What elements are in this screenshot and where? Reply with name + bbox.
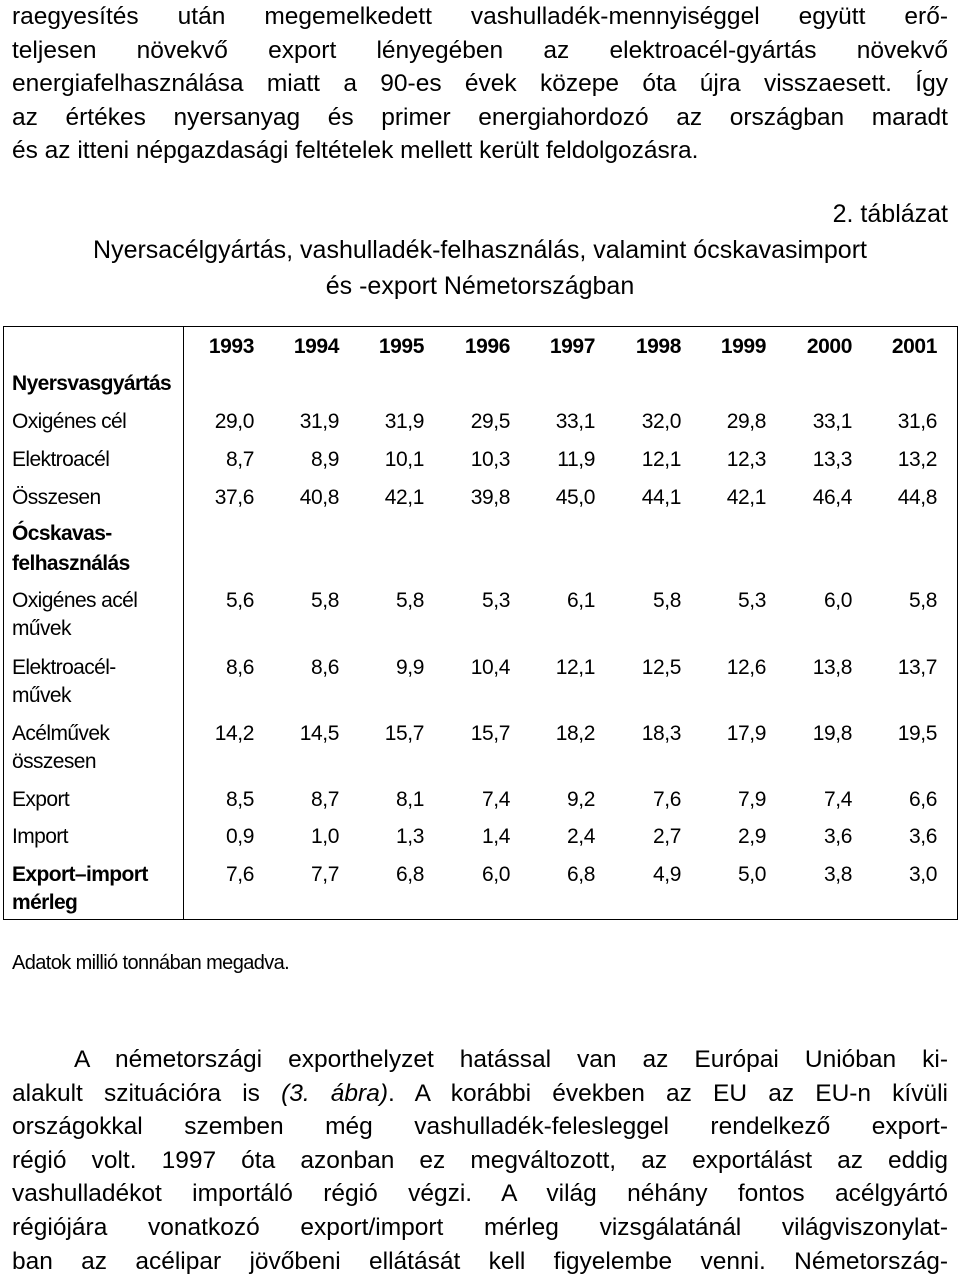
table-cell: 6,0 bbox=[482, 863, 510, 886]
table-cell: 12,6 bbox=[726, 656, 766, 679]
row-label-cont: művek bbox=[12, 617, 71, 640]
table-cell: 5,8 bbox=[653, 589, 681, 612]
row-label: Összesen bbox=[12, 486, 101, 509]
body-text: . A korábbi években az EU az EU-n kívüli bbox=[388, 1079, 949, 1107]
body-text: alakult szituációra is bbox=[12, 1079, 282, 1107]
year-header: 2000 bbox=[806, 335, 852, 358]
body-paragraph bbox=[12, 1043, 948, 1278]
table-cell: 5,6 bbox=[226, 589, 254, 612]
table-cell: 7,6 bbox=[226, 863, 254, 886]
table-cell: 33,1 bbox=[555, 410, 595, 433]
table-cell: 7,6 bbox=[653, 788, 681, 811]
table-cell: 2,9 bbox=[738, 825, 766, 848]
table-cell: 5,8 bbox=[311, 589, 339, 612]
table-cell: 5,0 bbox=[738, 863, 766, 886]
body-line: ban az acélipar jövőbeni ellátását kell figyelembe venni. Németország- bbox=[12, 1247, 948, 1275]
intro-line: és az itteni népgazdasági feltételek mellett került feldolgozásra. bbox=[12, 137, 699, 165]
table-cell: 7,4 bbox=[824, 788, 852, 811]
row-label: Oxigénes cél bbox=[12, 410, 127, 433]
intro-line: teljesen növekvő export lényegében az elektroacél-gyártás növekvő bbox=[12, 36, 948, 64]
table-cell: 15,7 bbox=[384, 722, 424, 745]
table-cell: 7,9 bbox=[738, 788, 766, 811]
table-cell: 8,7 bbox=[226, 448, 254, 471]
section-title-nyersvas: Nyersvasgyártás bbox=[12, 372, 172, 395]
table-cell: 13,8 bbox=[812, 656, 852, 679]
table-cell: 3,6 bbox=[909, 825, 937, 848]
table-cell: 46,4 bbox=[812, 486, 852, 509]
table-cell: 9,2 bbox=[567, 788, 595, 811]
table-cell: 42,1 bbox=[726, 486, 766, 509]
table-cell: 8,9 bbox=[311, 448, 339, 471]
table-cell: 13,3 bbox=[812, 448, 852, 471]
table-cell: 19,8 bbox=[812, 722, 852, 745]
table-cell: 11,9 bbox=[557, 448, 595, 471]
body-line: régiójára vonatkozó export/import mérleg vizsgálatánál világviszonylat- bbox=[12, 1213, 948, 1241]
table-cell: 33,1 bbox=[812, 410, 852, 433]
row-label: Acélművek bbox=[12, 722, 110, 745]
year-header: 1997 bbox=[549, 335, 595, 358]
table-cell: 9,9 bbox=[396, 656, 424, 679]
table-cell: 5,3 bbox=[482, 589, 510, 612]
table-cell: 6,6 bbox=[909, 788, 937, 811]
year-header: 1996 bbox=[464, 335, 510, 358]
year-header: 1994 bbox=[293, 335, 339, 358]
row-label: Oxigénes acél bbox=[12, 589, 138, 612]
year-header: 2001 bbox=[891, 335, 937, 358]
table-cell: 29,5 bbox=[470, 410, 510, 433]
year-header: 1998 bbox=[635, 335, 681, 358]
table-cell: 2,7 bbox=[653, 825, 681, 848]
row-label-cont: mérleg bbox=[12, 891, 78, 914]
table-cell: 44,1 bbox=[641, 486, 681, 509]
table-cell: 10,1 bbox=[384, 448, 424, 471]
table-cell: 8,1 bbox=[396, 788, 424, 811]
table-cell: 8,5 bbox=[226, 788, 254, 811]
table-cell: 6,8 bbox=[396, 863, 424, 886]
table-cell: 2,4 bbox=[567, 825, 595, 848]
table-cell: 44,8 bbox=[897, 486, 937, 509]
intro-line: raegyesítés után megemelkedett vashulladék-mennyiséggel együtt erő- bbox=[12, 3, 948, 30]
table-cell: 8,7 bbox=[311, 788, 339, 811]
table-cell: 1,0 bbox=[311, 825, 339, 848]
table-cell: 31,9 bbox=[299, 410, 339, 433]
table-title-line2: és -export Németországban bbox=[325, 272, 635, 300]
section-title-ocskavas-cont: felhasználás bbox=[12, 552, 130, 575]
table-cell: 7,4 bbox=[482, 788, 510, 811]
table-cell: 29,8 bbox=[726, 410, 766, 433]
body-line: vashulladékot importáló régió végzi. A világ néhány fontos acélgyártó bbox=[12, 1180, 948, 1208]
table-cell: 12,5 bbox=[641, 656, 681, 679]
table-cell: 12,1 bbox=[555, 656, 595, 679]
table-cell: 29,0 bbox=[214, 410, 254, 433]
table-cell: 5,3 bbox=[738, 589, 766, 612]
table-cell: 18,2 bbox=[555, 722, 595, 745]
body-line: országokkal szemben még vashulladék-felesleggel rendelkező export- bbox=[12, 1113, 948, 1141]
year-header: 1999 bbox=[720, 335, 766, 358]
table-cell: 5,8 bbox=[909, 589, 937, 612]
body-line bbox=[12, 1077, 948, 1111]
row-label: Export–import bbox=[12, 863, 148, 886]
table-cell: 45,0 bbox=[555, 486, 595, 509]
table-title-line1: Nyersacélgyártás, vashulladék-felhasználás, valamint ócskavasimport bbox=[93, 236, 867, 264]
intro-line: energiafelhasználása miatt a 90-es évek közepe óta újra visszaesett. Így bbox=[12, 70, 948, 98]
table-cell: 31,6 bbox=[897, 410, 937, 433]
figure-reference[interactable]: (3. ábra) bbox=[281, 1079, 388, 1107]
table-caption bbox=[0, 196, 948, 304]
row-label-cont: összesen bbox=[12, 750, 96, 773]
table-cell: 0,9 bbox=[226, 825, 254, 848]
row-label: Elektroacél bbox=[12, 448, 110, 471]
table-cell: 42,1 bbox=[384, 486, 424, 509]
table-cell: 12,1 bbox=[641, 448, 681, 471]
table-cell: 14,5 bbox=[299, 722, 339, 745]
table-cell: 12,3 bbox=[726, 448, 766, 471]
table-cell: 8,6 bbox=[226, 656, 254, 679]
table-cell: 6,1 bbox=[567, 589, 595, 612]
table-cell: 3,0 bbox=[909, 863, 937, 886]
table-cell: 32,0 bbox=[641, 410, 681, 433]
section-title-ocskavas: Ócskavas- bbox=[12, 522, 112, 545]
intro-paragraph bbox=[12, 0, 948, 168]
table-cell: 5,8 bbox=[396, 589, 424, 612]
table-cell: 40,8 bbox=[299, 486, 339, 509]
table-cell: 14,2 bbox=[214, 722, 254, 745]
table-cell: 3,8 bbox=[824, 863, 852, 886]
table-cell: 1,4 bbox=[482, 825, 510, 848]
table-cell: 17,9 bbox=[726, 722, 766, 745]
table-cell: 37,6 bbox=[214, 486, 254, 509]
table-cell: 3,6 bbox=[824, 825, 852, 848]
table-cell: 8,6 bbox=[311, 656, 339, 679]
row-label-cont: művek bbox=[12, 684, 71, 707]
table-cell: 6,8 bbox=[567, 863, 595, 886]
table-cell: 31,9 bbox=[384, 410, 424, 433]
table-cell: 10,4 bbox=[470, 656, 510, 679]
table-number: 2. táblázat bbox=[832, 200, 948, 228]
intro-line: az értékes nyersanyag és primer energiahordozó az országban maradt bbox=[12, 103, 948, 131]
year-header: 1995 bbox=[378, 335, 424, 358]
table-cell: 39,8 bbox=[470, 486, 510, 509]
table-cell: 4,9 bbox=[653, 863, 681, 886]
row-label: Import bbox=[12, 825, 68, 848]
table-footnote: Adatok millió tonnában megadva. bbox=[12, 952, 290, 974]
year-header: 1993 bbox=[208, 335, 254, 358]
body-line: régió volt. 1997 óta azonban ez megváltozott, az exportálást az eddig bbox=[12, 1146, 948, 1174]
table-cell: 19,5 bbox=[897, 722, 937, 745]
table-cell: 6,0 bbox=[824, 589, 852, 612]
table-cell: 7,7 bbox=[311, 863, 339, 886]
row-label: Elektroacél- bbox=[12, 656, 116, 679]
table-cell: 13,2 bbox=[897, 448, 937, 471]
table-cell: 13,7 bbox=[897, 656, 937, 679]
row-label: Export bbox=[12, 788, 70, 811]
table-cell: 1,3 bbox=[396, 825, 424, 848]
table-cell: 15,7 bbox=[470, 722, 510, 745]
table-cell: 10,3 bbox=[470, 448, 510, 471]
body-line: A németországi exporthelyzet hatással van az Európai Unióban ki- bbox=[74, 1046, 948, 1073]
table-cell: 18,3 bbox=[641, 722, 681, 745]
